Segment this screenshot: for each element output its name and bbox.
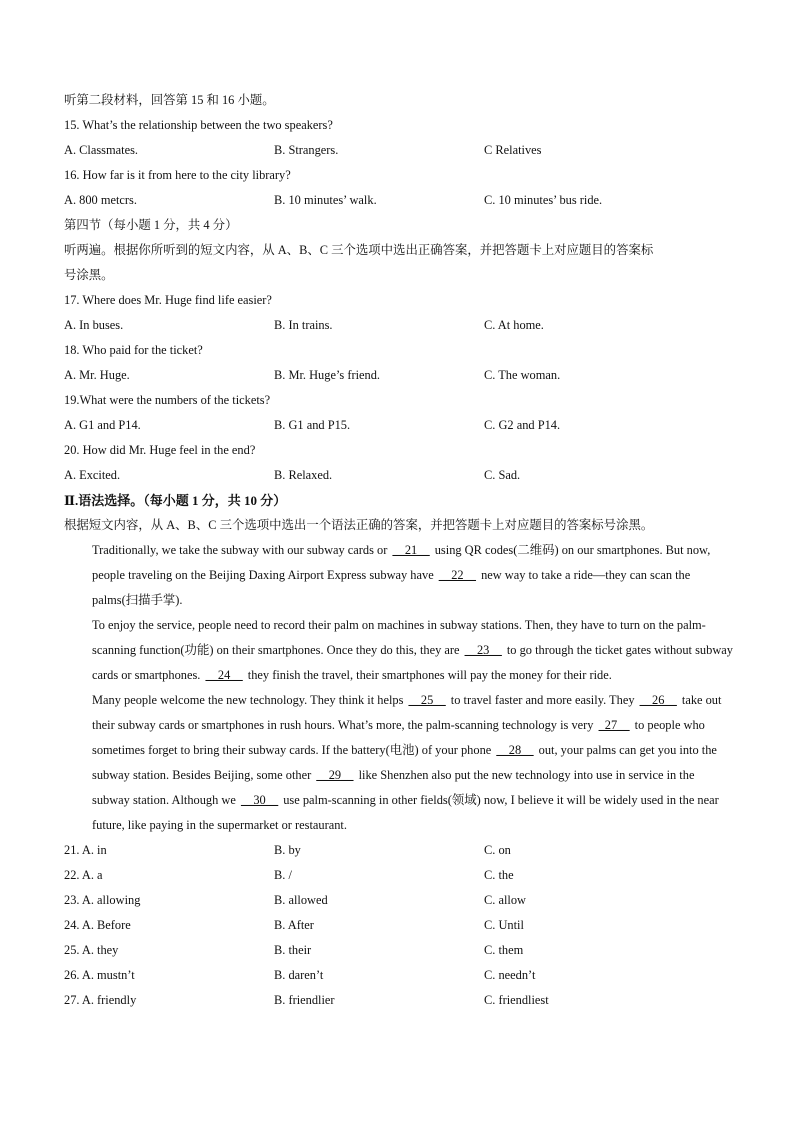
question-19: 19.What were the numbers of the tickets? [64,393,271,407]
option-20-c: C. Sad. [484,468,521,482]
option-21-c: C. on [484,843,511,857]
option-16-a: A. 800 metcrs. [64,193,137,207]
option-24-c: C. Until [484,918,524,932]
options-27 [64,988,734,1013]
answer-blank: __29__ [316,768,354,782]
option-15-a: A. Classmates. [64,143,138,157]
grammar-instruction: 根据短文内容，从 A、B、C 三个选项中选出一个语法正确的答案，并把答题卡上对应题目的答案标号涂黑。 [64,518,654,532]
option-27-b: B. friendlier [274,993,335,1007]
options-21 [64,838,734,863]
option-21-b: B. by [274,843,301,857]
passage-text: to go through the ticket gates without subway cards or smartphones. [92,643,733,682]
answer-blank: __30__ [240,793,279,807]
question-15: 15. What’s the relationship between the two speakers? [64,118,333,132]
options-20 [64,463,734,488]
option-18-a: A. Mr. Huge. [64,368,130,382]
passage-text: using QR codes(二维码) on our smartphones. But now, people traveling on the Beijing Daxing Airport Express subway have [92,543,711,582]
option-27-a: 27. A. friendly [64,993,137,1007]
option-25-b: B. their [274,943,312,957]
option-23-b: B. allowed [274,893,328,907]
options-17 [64,313,734,338]
passage-text: out, your palms can get you into the subway station. Besides Beijing, some other [92,743,717,782]
question-18: 18. Who paid for the ticket? [64,343,203,357]
options-15 [64,138,734,163]
option-18-c: C. The woman. [484,368,561,382]
part4-instruction-line2: 号涂黑。 [64,268,114,282]
answer-blank: __24__ [205,668,243,682]
part4-title: 第四节（每小题 1 分，共 4 分） [64,218,238,232]
options-16 [64,188,734,213]
option-22-a: 22. A. a [64,868,103,882]
answer-blank: __21__ [392,543,430,557]
option-25-a: 25. A. they [64,943,119,957]
question-20: 20. How did Mr. Huge feel in the end? [64,443,256,457]
passage-text: Traditionally, we take the subway with our subway cards or [92,543,391,557]
option-16-b: B. 10 minutes’ walk. [274,193,377,207]
option-22-b: B. / [274,868,292,882]
option-17-a: A. In buses. [64,318,124,332]
option-26-a: 26. A. mustn’t [64,968,135,982]
option-21-a: 21. A. in [64,843,107,857]
option-23-c: C. allow [484,893,526,907]
passage-text: use palm-scanning in other fields(领域) now, I believe it will be widely used in the near future, like paying in the supermarket or restaurant. [92,793,719,832]
options-23 [64,888,734,913]
option-24-b: B. After [274,918,314,932]
option-15-c: C Relatives [484,143,542,157]
passage-paragraph-3 [64,688,734,838]
passage-text: like Shenzhen also put the new technology into use in service in the subway station. Although we [92,768,695,807]
options-18 [64,363,734,388]
option-18-b: B. Mr. Huge’s friend. [274,368,380,382]
options-19 [64,413,734,438]
option-23-a: 23. A. allowing [64,893,141,907]
option-25-c: C. them [484,943,524,957]
answer-blank: __25__ [408,693,446,707]
passage-paragraph-2 [64,613,734,688]
passage-text: Many people welcome the new technology. They think it helps [92,693,407,707]
answer-blank: _27__ [598,718,630,732]
answer-blank: __22__ [438,568,476,582]
option-16-c: C. 10 minutes’ bus ride. [484,193,603,207]
options-25 [64,938,734,963]
option-20-a: A. Excited. [64,468,121,482]
option-15-b: B. Strangers. [274,143,339,157]
option-27-c: C. friendliest [484,993,549,1007]
option-17-c: C. At home. [484,318,544,332]
grammar-section-title: Ⅱ.语法选择。（每小题 1 分，共 10 分） [64,493,287,508]
answer-blank: __28__ [496,743,534,757]
listening-part2-intro: 听第二段材料，回答第 15 和 16 小题。 [64,93,275,107]
option-26-b: B. daren’t [274,968,324,982]
options-22 [64,863,734,888]
passage-text: take out their subway cards or smartphones in rush hours. What’s more, the palm-scanning technology is very [92,693,722,732]
exam-page [64,88,734,1013]
option-26-c: C. needn’t [484,968,536,982]
answer-blank: __26__ [639,693,677,707]
option-19-b: B. G1 and P15. [274,418,351,432]
option-20-b: B. Relaxed. [274,468,333,482]
question-17: 17. Where does Mr. Huge find life easier? [64,293,272,307]
option-24-a: 24. A. Before [64,918,131,932]
passage-text: new way to take a ride—they can scan the palms(扫描手掌). [92,568,691,607]
options-24 [64,913,734,938]
passage-text: they finish the travel, their smartphones will pay the money for their ride. [244,668,612,682]
part4-instruction-line1: 听两遍。根据你所听到的短文内容，从 A、B、C 三个选项中选出正确答案，并把答题卡上对应题目的答案标 [64,243,654,257]
option-22-c: C. the [484,868,514,882]
passage-paragraph-1 [64,538,734,613]
passage-text: to travel faster and more easily. They [447,693,638,707]
options-26 [64,963,734,988]
passage-text: to people who sometimes forget to bring their subway cards. If the battery(电池) of your phone [92,718,705,757]
question-16: 16. How far is it from here to the city library? [64,168,291,182]
answer-blank: __23__ [464,643,502,657]
option-19-c: C. G2 and P14. [484,418,561,432]
option-19-a: A. G1 and P14. [64,418,141,432]
passage-text: To enjoy the service, people need to record their palm on machines in subway stations. Then, they have to turn on the palm-scanning function(功能) on their smartphones. Once they do this, they are [92,618,706,657]
option-17-b: B. In trains. [274,318,333,332]
